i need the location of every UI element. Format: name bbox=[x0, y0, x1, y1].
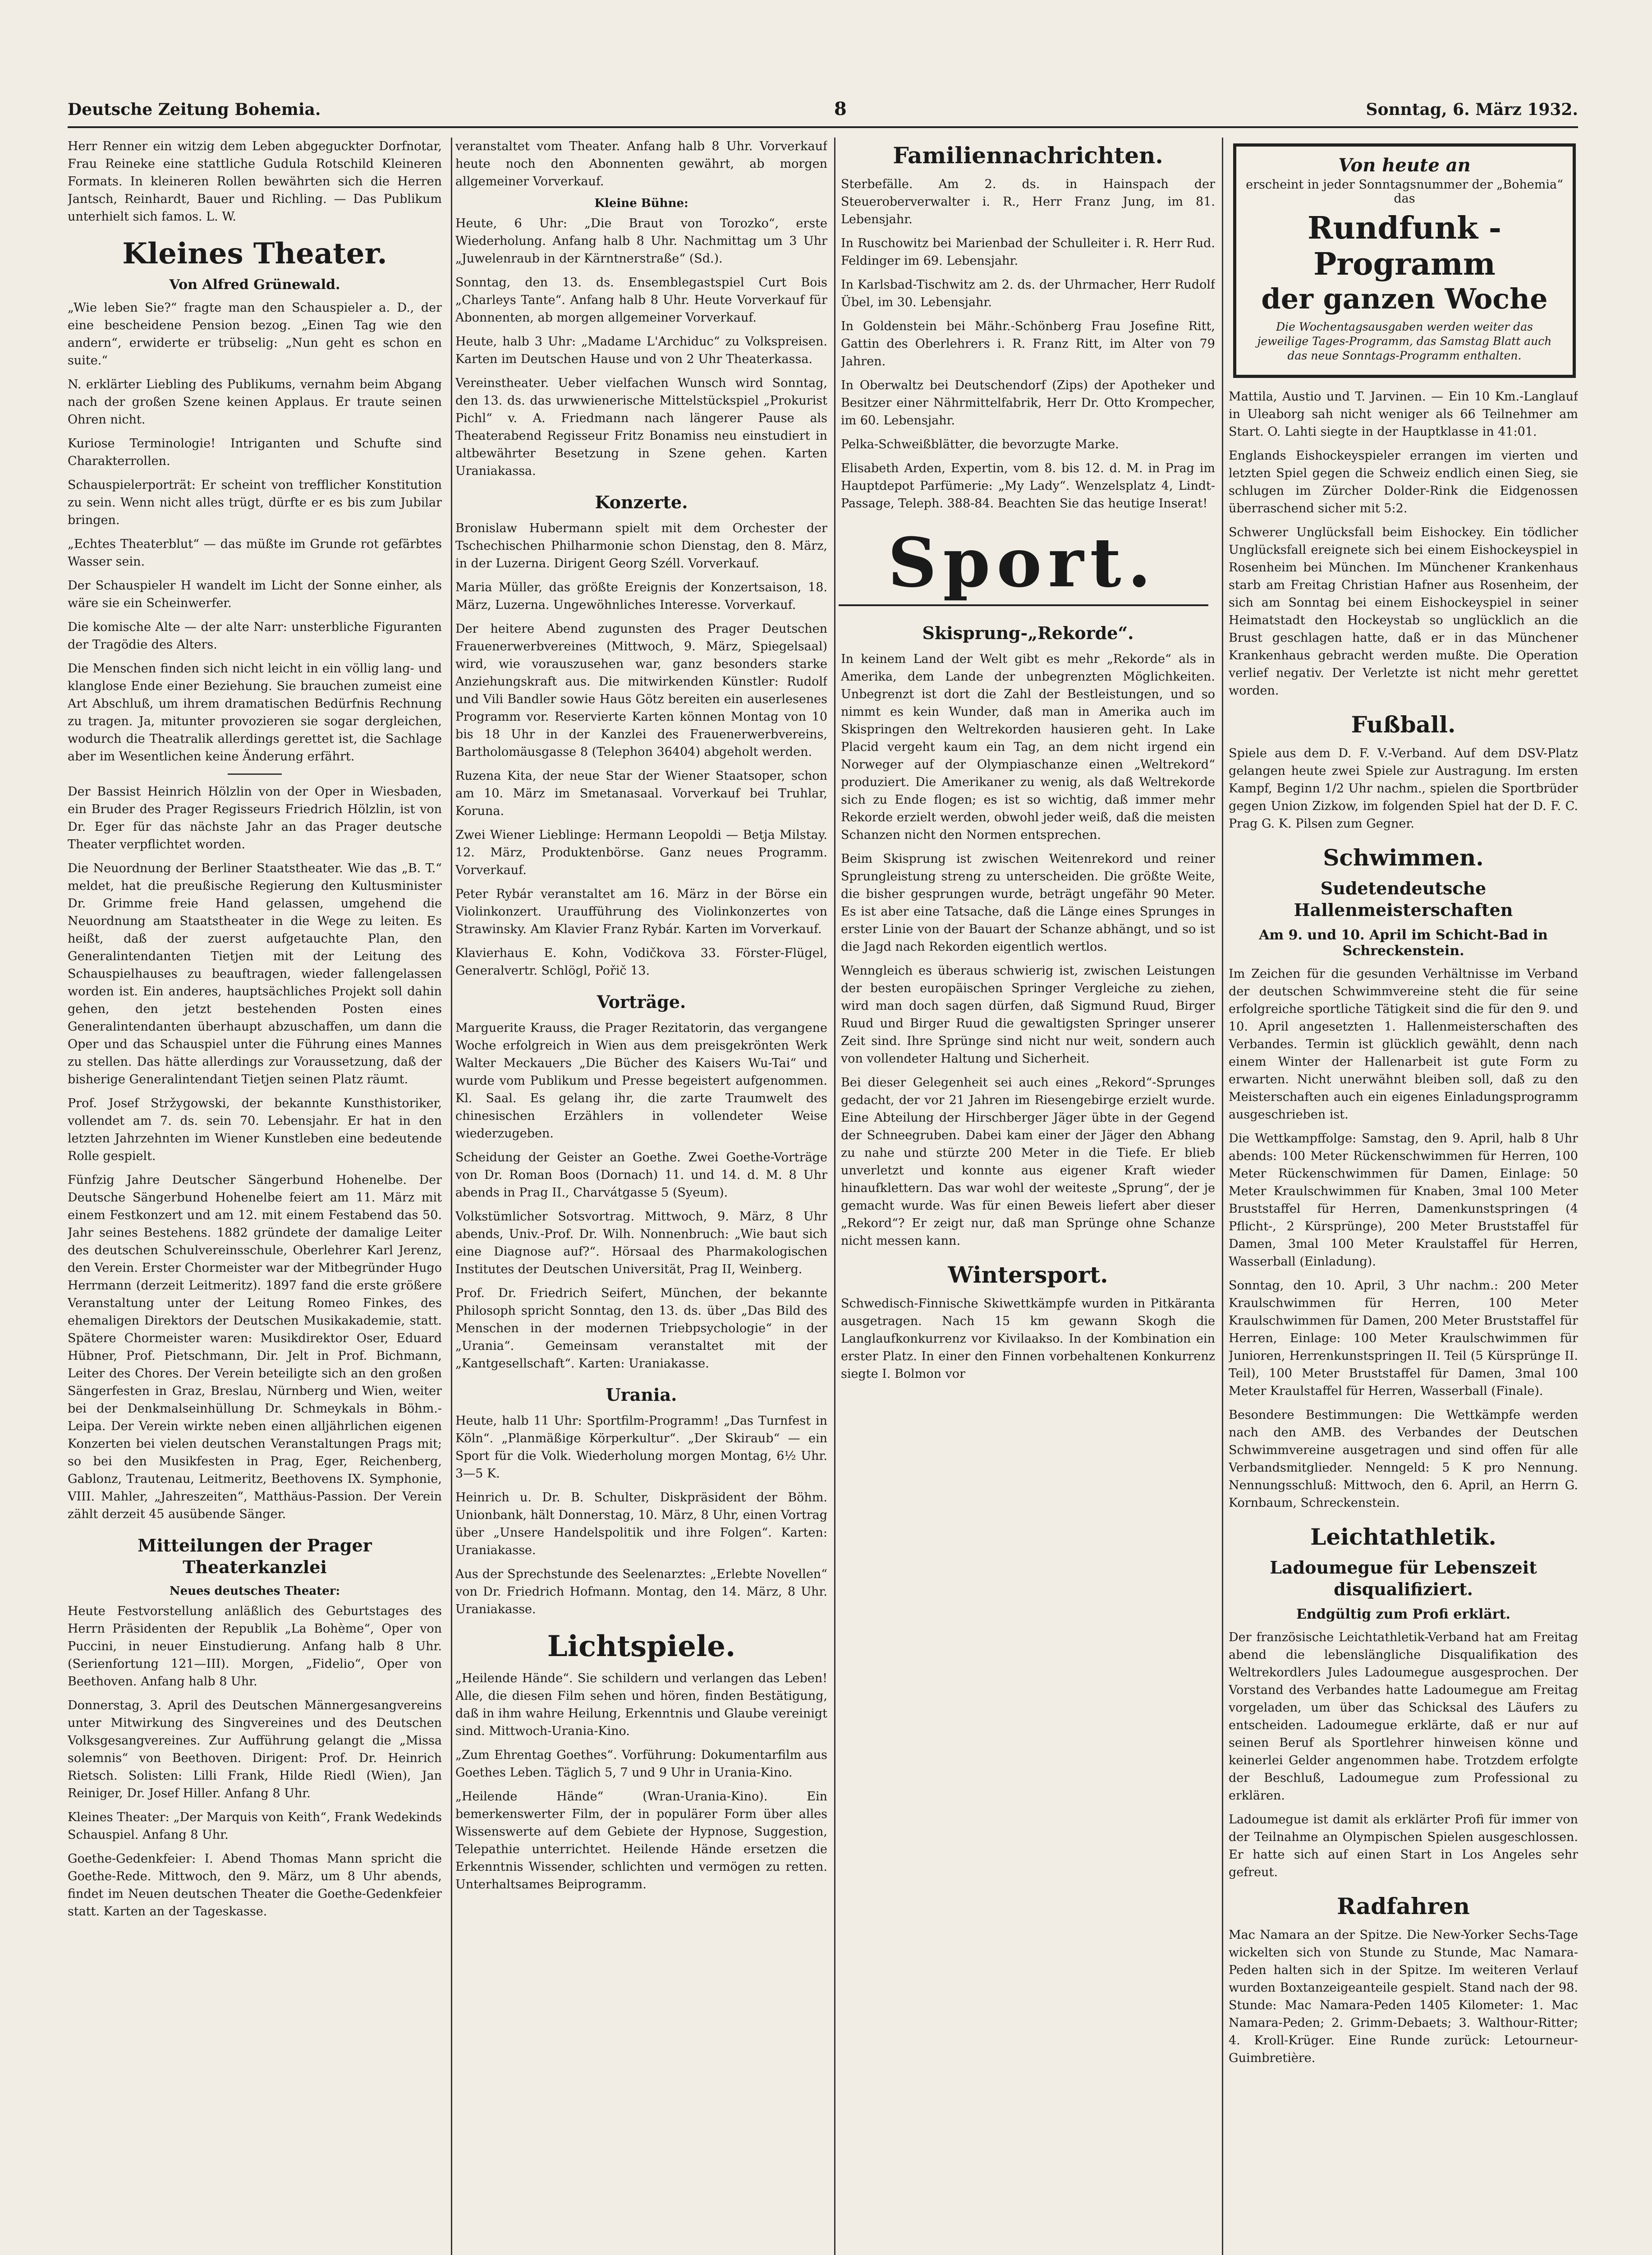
news-item: Heute, halb 3 Uhr: „Madame L'Archiduc“ zu Volkspreisen. Karten im Deutschen Hause und von 2 Uhr Theaterkassa. bbox=[455, 335, 827, 366]
news-item: Heute, 6 Uhr: „Die Braut von Torozko“, erste Wiederholung. Anfang halb 8 Uhr. Nachmittag um 3 Uhr „Juwelenraub in der Kärntnerstraße“ (Sd.). bbox=[455, 216, 827, 266]
paragraph: Im Zeichen für die gesunden Verhältnisse im Verband der deutschen Schwimmvereine steht die für seine erfolgreiche sportliche Tätigkeit sind die für den 9. und 10. April angesetzten 1. Hallenmeisterschaften des Verbandes. Termin ist glücklich gewählt, denn nach einem Winter der Hallenarbeit ist gute Form zu erwarten. Nicht unerwähnt bleiben soll, daß zu den Meisterschaften auch ein eigenes Einladungsprogramm ausgeschrieben ist. bbox=[1229, 967, 1578, 1122]
news-item: Sterbefälle. Am 2. ds. in Hainspach der Steueroberverwalter i. R., Herr Franz Jung, im 81. Lebensjahr. bbox=[841, 177, 1215, 226]
news-item: „Zum Ehrentag Goethes“. Vorführung: Dokumentarfilm aus Goethes Leben. Täglich 5, 7 und 9 Uhr in Urania-Kino. bbox=[455, 1748, 827, 1780]
news-item: In Oberwaltz bei Deutschendorf (Zips) der Apotheker und Besitzer einer Nährmittelfabrik, Herr Dr. Otto Krompecher, im 60. Lebensjahr. bbox=[841, 378, 1215, 428]
advert-line: erscheint in jeder Sonntagsnummer der „Bohemia“ das bbox=[1246, 178, 1563, 206]
news-item: In Ruschowitz bei Marienbad der Schulleiter i. R. Herr Rud. Feldinger im 69. Lebensjahr. bbox=[841, 236, 1215, 268]
paragraph: Ladoumegue ist damit als erklärter Profi für immer von der Teilnahme an Olympischen Spielen ausgeschlossen. Er hatte sich auf einen Start in Los Angeles sehr gefreut. bbox=[1229, 1813, 1578, 1879]
section-title: Wintersport. bbox=[948, 1261, 1108, 1288]
news-item: Kleines Theater: „Der Marquis von Keith“, Frank Wedekinds Schauspiel. Anfang 8 Uhr. bbox=[68, 1810, 442, 1842]
news-item: Heinrich u. Dr. B. Schulter, Diskpräsident der Böhm. Unionbank, hält Donnerstag, 10. März, 8 Uhr, einen Vortrag über „Unsere Handelspolitik und ihre Folgen“. Karten: Uraniakasse. bbox=[455, 1491, 827, 1557]
review-conclusion: Herr Renner ein witzig dem Leben abgeguckter Dorfnotar, Frau Reineke eine stattliche Gudula Rotschild Kleineren Formats. In kleineren Rollen bewährten sich die Herren Jantsch, Reinhardt, Bauer und Richling. — Das Publikum unterhielt sich famos. L. W. bbox=[68, 139, 442, 224]
news-item: Mattila, Austio und T. Jarvinen. — Ein 10 Km.-Langlauf in Uleaborg sah nicht weniger als 66 Teilnehmer am Start. O. Lahti siegte in der Hauptklasse in 41:01. bbox=[1229, 390, 1578, 439]
paragraph: Bei dieser Gelegenheit sei auch eines „Rekord“-Sprunges gedacht, der vor 21 Jahren im Riesengebirge erzielt wurde. Eine Abteilung der Hirschberger Jäger übte in der Gegend der Schneegruben. Dabei kam einer der Jäger den Abhang zu nahe und stürzte 200 Meter in die Tiefe. Er blieb unverletzt und konnte aus eigener Kraft wieder hinaufklettern. Das war wohl der weiteste „Sprung“, der je gemacht wurde. Was für einen Beweis liefert aber dieser „Rekord“? Er zeigt nur, daß man Sprünge ohne Schanze nicht messen kann. bbox=[841, 1076, 1215, 1248]
column-4 bbox=[1229, 388, 1578, 2255]
news-item: „Heilende Hände“. Sie schildern und verlangen das Leben! Alle, die diesen Film sehen und hören, finden Bestätigung, daß in ihm wahre Heilung, Erkenntnis und Glaube vereinigt sind. Mittwoch-Urania-Kino. bbox=[455, 1671, 827, 1738]
page-header bbox=[68, 95, 1578, 128]
news-item: Der heitere Abend zugunsten des Prager Deutschen Frauenerwerbvereines (Mittwoch, 9. März, Spiegelsaal) wird, wie vorauszusehen war, ganz besonders starke Anziehungskraft aus. Die mitwirkenden Künstler: Rudolf und Vili Bandler sowie Haus Götz bereiten ein auserlesenes Programm vor. Reservierte Karten können Montag von 10 bis 18 Uhr in der Kanzlei des Frauenerwerbvereins, Bartholomäusgasse 8 (Telephon 36404) abgeholt werden. bbox=[455, 622, 827, 759]
news-item: In Goldenstein bei Mähr.-Schönberg Frau Josefine Ritt, Gattin des Oberlehrers i. R. Franz Ritt, im Alter von 79 Jahren. bbox=[841, 319, 1215, 368]
advert-line: Von heute an bbox=[1338, 155, 1471, 176]
column-rule bbox=[834, 138, 835, 2255]
news-item: Maria Müller, das größte Ereignis der Konzertsaison, 18. März, Luzerna. Ungewöhnliches Interesse. Vorverkauf. bbox=[455, 580, 827, 612]
news-item: Englands Eishockeyspieler errangen im vierten und letzten Spiel gegen die Schweiz endlich einen Sieg, sie schlugen im Zürcher Dolder-Rink die Eidgenossen überraschend sicher mit 5:2. bbox=[1229, 449, 1578, 515]
news-item: Klavierhaus E. Kohn, Vodičkova 33. Förster-Flügel, Generalvertr. Schlögl, Pořič 13. bbox=[455, 946, 827, 978]
page-number: 8 bbox=[834, 98, 847, 120]
masthead-title: Deutsche Zeitung Bohemia. bbox=[68, 100, 321, 119]
radio-program-advert bbox=[1233, 143, 1576, 378]
paragraph: Beim Skisprung ist zwischen Weitenrekord und reiner Sprungleistung streng zu unterscheiden. Die größte Weite, die bisher gesprungen wurde, beträgt ungefähr 90 Meter. Es ist aber eine Tatsache, daß die Länge eines Sprunges in erster Linie von der Bauart der Schanze abhängt, und so ist die Jagd nach Rekorden eigentlich wertlos. bbox=[841, 852, 1215, 954]
separator bbox=[839, 604, 1208, 606]
sport-section-title: Sport. bbox=[888, 523, 1157, 603]
news-item: „Heilende Hände“ (Wran-Urania-Kino). Ein bemerkenswerter Film, der in populärer Form über alles Wissenswerte auf dem Gebiete der Hypnose, Suggestion, Telepathie unterrichtet. Heilende Hände ersetzen die Erkenntnis Wissender, schlichten und vermögen zu retten. Unterhaltsames Beiprogramm. bbox=[455, 1790, 827, 1891]
paragraph: Schauspielerporträt: Er scheint von trefflicher Konstitution zu sein. Wenn nicht alles trügt, dürfte er es bis zum Jubilar bringen. bbox=[68, 478, 442, 527]
section-title: Vorträge. bbox=[597, 992, 686, 1012]
column-rule bbox=[451, 138, 452, 2255]
column-1 bbox=[68, 138, 442, 2255]
section-title: Familiennachrichten. bbox=[893, 142, 1163, 169]
paragraph: Sonntag, den 10. April, 3 Uhr nachm.: 200 Meter Kraulschwimmen für Herren, 100 Meter Kraulschwimmen für Damen, 200 Meter Bruststaffel für Herren, Einlage: 100 Meter Kraulschwimmen für Junioren, Herrenkunstspringen II. Teil (5 Kürsprünge II. Teil), 100 Meter Bruststaffel für Damen, 3mal 100 Meter Kraulstaffel für Herren, Wasserball (Finale). bbox=[1229, 1279, 1578, 1398]
news-item: Donnerstag, 3. April des Deutschen Männergesangvereins unter Mitwirkung des Singvereines und des Deutschen Volksgesangvereines. Zur Aufführung gelangt die „Missa solemnis“ von Beethoven. Dirigent: Prof. Dr. Heinrich Rietsch. Solisten: Lilli Frank, Hilde Riedl (Wien), Jan Reiniger, Dr. Josef Hiller. Anfang 8 Uhr. bbox=[68, 1698, 442, 1800]
paragraph: Die komische Alte — der alte Narr: unsterbliche Figuranten der Tragödie des Alters. bbox=[68, 620, 442, 652]
section-title: Fußball. bbox=[1351, 711, 1456, 738]
paragraph: Der Schauspieler H wandelt im Licht der Sonne einher, als wäre sie ein Scheinwerfer. bbox=[68, 579, 442, 610]
section-title: Mitteilungen der Prager Theaterkanzlei bbox=[138, 1535, 372, 1577]
news-item: Zwei Wiener Lieblinge: Hermann Leopoldi — Betja Milstay. 12. März, Produktenbörse. Ganz neues Programm. Vorverkauf. bbox=[455, 828, 827, 877]
paragraph: In keinem Land der Welt gibt es mehr „Rekorde“ als in Amerika, dem Lande der unbegrenzten Möglichkeiten. Unbegrenzt ist dort die Zahl der Bestleistungen, und so nimmt es kein Wunder, daß man in Amerika auch im Skispringen den Weltrekorden hausieren geht. In Lake Placid vergeht kaum ein Tag, an dem nicht irgend ein Norweger auf der Olympiaschanze einen „Weltrekord“ produziert. Die Amerikaner zu wenig, als daß Weltrekorde sich zu Ende flogen; es ist so wichtig, daß immer mehr Rekorde erzielt werden, obwohl jeder weiß, daß die meisten Schanzen nicht den Normen entsprechen. bbox=[841, 652, 1215, 842]
article-subtitle: Am 9. und 10. April im Schicht-Bad in Schreckenstein. bbox=[1259, 927, 1548, 959]
paragraph: Mac Namara an der Spitze. Die New-Yorker Sechs-Tage wickelten sich von Stunde zu Stunde, Mac Namara-Peden halten sich in der Spitze. Im weiteren Verlauf wurden Boxtanzeigeanteile gespielt. Stand nach der 98. Stunde: Mac Namara-Peden 1405 Kilometer: 1. Mac Namara-Peden; 2. Grimm-Debaets; 3. Walthour-Ritter; 4. Kroll-Krüger. Eine Runde zurück: Letourneur-Guimbretière. bbox=[1229, 1928, 1578, 2065]
news-item: Heute, halb 11 Uhr: Sportfilm-Programm! „Das Turnfest in Köln“. „Planmäßige Körperkultur“. „Der Skiraub“ — ein Sport für die Volk. Wiederholung morgen Montag, 6½ Uhr. 3—5 K. bbox=[455, 1414, 827, 1481]
advert: Elisabeth Arden, Expertin, vom 8. bis 12. d. M. in Prag im Hauptdepot Parfümerie: „My Lady“. Wenzelsplatz 4, Lindt-Passage, Teleph. 388-84. Beachten Sie das heutige Inserat! bbox=[841, 461, 1215, 511]
paragraph: Der französische Leichtathletik-Verband hat am Freitag abend die lebenslängliche Disqualifikation des Weltrekordlers Jules Ladoumegue ausgesprochen. Der Vorstand des Verbandes hatte Ladoumegue am Freitag vorgeladen, um über das Schicksal des Läufers zu entscheiden. Ladoumegue erklärte, daß er nur auf seinen Beruf als Sportlehrer hinweisen könne und keinerlei Gelder angenommen habe. Trotzdem erfolgte der Beschluß, Ladoumegue zum Professional zu erklären. bbox=[1229, 1630, 1578, 1803]
paragraph: „Echtes Theaterblut“ — das müßte im Grunde rot gefärbtes Wasser sein. bbox=[68, 537, 442, 569]
article-byline: Von Alfred Grünewald. bbox=[169, 277, 340, 293]
news-item: Peter Rybár veranstaltet am 16. März in der Börse ein Violinkonzert. Uraufführung des Violinkonzertes von Strawinsky. Am Klavier Franz Rybár. Karten im Vorverkauf. bbox=[455, 887, 827, 936]
separator bbox=[228, 773, 282, 775]
paragraph: Wenngleich es überaus schwierig ist, zwischen Leistungen der besten europäischen Springer Vergleiche zu ziehen, wird man doch sagen dürfen, daß Sigmund Ruud, Birger Ruud und Birger Ruud die gewaltigsten Springer unserer Zeit sind. Ihre Sprünge sind nicht nur weit, sondern auch von vollendeter Haltung und Sicherheit. bbox=[841, 964, 1215, 1066]
section-subtitle: Kleine Bühne: bbox=[594, 197, 688, 210]
paragraph: N. erklärter Liebling des Publikums, vernahm beim Abgang nach der großen Szene keinen Applaus. Er traute seinen Ohren nicht. bbox=[68, 377, 442, 427]
paragraph: Die Menschen finden sich nicht leicht in ein völlig lang- und klanglose Ende einer Beziehung. Sie brauchen zumeist eine Art Abschluß, um ihrem dramatischen Bedürfnis Rechnung zu tragen. Ja, mitunter provozieren sie sogar dergleichen, wodurch die Theatralik allerdings gerettet ist, die Sachlage aber im Wesentlichen keine Änderung erfährt. bbox=[68, 662, 442, 764]
news-item: Prof. Josef Stržygowski, der bekannte Kunsthistoriker, vollendet am 7. ds. sein 70. Lebensjahr. Er hat in den letzten Jahrzehnten im Wiener Kunstleben eine bedeutende Rolle gespielt. bbox=[68, 1096, 442, 1163]
news-item: Schwerer Unglücksfall beim Eishockey. Ein tödlicher Unglücksfall ereignete sich bei einem Eishockeyspiel in Rosenheim bei München. Im Münchener Krankenhaus starb am Freitag Christian Hafner aus Rosenheim, der sich am Sonntag bei einem Eishockeyspiel in seiner Heimatstadt den Hockeystab so unglücklich an die Brust geschlagen hatte, daß er in das Münchener Krankenhaus gebracht werden mußte. Die Operation verlief negativ. Der Verletzte ist nicht mehr gerettet worden. bbox=[1229, 525, 1578, 698]
news-item: Scheidung der Geister an Goethe. Zwei Goethe-Vorträge von Dr. Roman Boos (Dornach) 11. und 14. d. M. 8 Uhr abends in Prag II., Charvátgasse 5 (Syeum). bbox=[455, 1151, 827, 1200]
paragraph: Besondere Bestimmungen: Die Wettkämpfe werden nach den AMB. des Verbandes der Deutschen Schwimmvereine ausgetragen und sind offen für alle Verbandsmitglieder. Nenngeld: 5 K pro Nennung. Nennungsschluß: Mittwoch, den 6. April, an Herrn G. Kornbaum, Schreckenstein. bbox=[1229, 1408, 1578, 1510]
advert: Pelka-Schweißblätter, die bevorzugte Marke. bbox=[841, 437, 1119, 451]
news-item: Bronislaw Hubermann spielt mit dem Orchester der Tschechischen Philharmonie schon Dienstag, den 8. März, in der Luzerna. Dirigent Georg Széll. Vorverkauf. bbox=[455, 521, 827, 571]
news-item: Fünfzig Jahre Deutscher Sängerbund Hohenelbe. Der Deutsche Sängerbund Hohenelbe feiert am 11. März mit einem Festkonzert und am 12. mit einem Festabend das 50. Jahr seines Bestehens. 1882 gründete der damalige Leiter des deutschen Schulvereinsschule, Oberlehrer Karl Jerenz, den Verein. Erster Chormeister war der Mitbegründer Hugo Herrmann (derzeit Leitmeritz). 1897 fand die erste größere Veranstaltung unter der Leitung Romeo Finkes, des ehemaligen Direktors der Deutschen Musikakademie, statt. Spätere Chormeister waren: Musikdirektor Oser, Eduard Hübner, Prof. Pietschmann, Dir. Jelt in Prof. Bichmann, Leiter des Chores. Der Verein beteiligte sich an den großen Sängerfesten in Graz, Breslau, Nürnberg und Wien, weiter bei der Denkmalseinhüllung Dr. Schmeykals in Böhm.-Leipa. Der Verein wirkte neben einen alljährlichen eigenen Konzerten bei vielen deutschen Veranstaltungen Prags mit; so bei den Musikfesten in Prag, Eger, Reichenberg, Gablonz, Trautenau, Leitmeritz, Beethovens IX. Symphonie, VIII. Mahler, „Jahreszeiten“, Matthäus-Passion. Der Verein zählt derzeit 45 ausübende Sänger. bbox=[68, 1173, 442, 1521]
news-item: In Karlsbad-Tischwitz am 2. ds. der Uhrmacher, Herr Rudolf Übel, im 30. Lebensjahr. bbox=[841, 278, 1215, 309]
news-item: Ruzena Kita, der neue Star der Wiener Staatsoper, schon am 10. März im Smetanasaal. Vorverkauf bei Truhlar, Koruna. bbox=[455, 769, 827, 818]
news-item: Aus der Sprechstunde des Seelenarztes: „Erlebte Novellen“ von Dr. Friedrich Hofmann. Montag, den 14. März, 8 Uhr. Uraniakasse. bbox=[455, 1567, 827, 1616]
advert-headline: der ganzen Woche bbox=[1261, 282, 1548, 315]
article-title: Kleines Theater. bbox=[122, 237, 387, 271]
news-item: Heute Festvorstellung anläßlich des Geburtstages des Herrn Präsidenten der Republik „La Bohème“, Oper von Puccini, in neuer Einstudierung. Anfang halb 8 Uhr. (Serienfortung 121—III). Morgen, „Fidelio“, Oper von Beethoven. Anfang halb 8 Uhr. bbox=[68, 1604, 442, 1689]
news-item: Vereinstheater. Ueber vielfachen Wunsch wird Sonntag, den 13. ds. das urwwienerische Mittelstückspiel „Prokurist Pichl“ v. A. Friedmann nach längerer Pause als Theaterabend Regisseur Fritz Bonamiss neu einstudiert in altbewährter Besetzung in Szene gehen. Karten Uraniakassa. bbox=[455, 376, 827, 478]
paragraph: „Wie leben Sie?“ fragte man den Schauspieler a. D., der eine bescheidene Pension bezog. „Einen Tag wie den andern“, erwiderte er trübselig: „Nun geht es schon en suite.“ bbox=[68, 301, 442, 368]
news-item: Spiele aus dem D. F. V.-Verband. Auf dem DSV-Platz gelangen heute zwei Spiele zur Austragung. Im ersten Kampf, Beginn 1/2 Uhr nachm., spielen die Sportbrüder gegen Union Zizkow, im folgenden Spiel hat der D. F. C. Prag G. K. Pilsen zum Gegner. bbox=[1229, 746, 1578, 831]
section-subtitle: Neues deutsches Theater: bbox=[169, 1584, 340, 1598]
article-title: Sudetendeutsche Hallenmeisterschaften bbox=[1294, 878, 1513, 920]
article-title: Ladoumegue für Lebenszeit disqualifiziert. bbox=[1270, 1557, 1537, 1599]
issue-date: Sonntag, 6. März 1932. bbox=[1366, 100, 1578, 119]
news-item: Volkstümlicher Sotsvortrag. Mittwoch, 9. März, 8 Uhr abends, Univ.-Prof. Dr. Wilh. Nonnenbruch: „Wie baut sich eine Diagnose auf?“. Hörsaal des Pharmakologischen Institutes der Deutschen Universität, Prag II, Weinberg. bbox=[455, 1210, 827, 1276]
column-3-top bbox=[841, 138, 1215, 521]
article-title: Skisprung-„Rekorde“. bbox=[922, 623, 1134, 643]
news-item: Sonntag, den 13. ds. Ensemblegastspiel Curt Bois „Charleys Tante“. Anfang halb 8 Uhr. Heute Vorverkauf für Abonnenten, ab morgen allgemeiner Vorverkauf. bbox=[455, 276, 827, 325]
section-title: Urania. bbox=[606, 1385, 677, 1405]
news-item: Goethe-Gedenkfeier: I. Abend Thomas Mann spricht die Goethe-Rede. Mittwoch, den 9. März, um 8 Uhr abends, findet im Neuen deutschen Theater die Goethe-Gedenkfeier statt. Karten an der Tageskasse. bbox=[68, 1852, 442, 1919]
column-2 bbox=[455, 138, 827, 2255]
column-3-bottom bbox=[841, 618, 1215, 2255]
section-title: Schwimmen. bbox=[1323, 844, 1484, 871]
news-item: Der Bassist Heinrich Hölzlin von der Oper in Wiesbaden, ein Bruder des Prager Regisseurs Friedrich Hölzlin, ist von Dr. Eger für das nächste Jahr an das Prager deutsche Theater verpflichtet worden. bbox=[68, 785, 442, 851]
paragraph: Schwedisch-Finnische Skiwettkämpfe wurden in Pitkäranta ausgetragen. Nach 15 km gewann Skogh die Langlaufkonkurrenz vor Kivilaakso. In der Kombination ein erster Platz. In einer den Finnen vorbehaltenen Konkurrenz siegte I. Bolmon vor bbox=[841, 1297, 1215, 1381]
section-title: Leichtathletik. bbox=[1310, 1523, 1496, 1550]
paragraph: Die Wettkampffolge: Samstag, den 9. April, halb 8 Uhr abends: 100 Meter Rückenschwimmen für Herren, 100 Meter Rückenschwimmen für Damen, Einlage: 50 Meter Kraulschwimmen für Knaben, 3mal 100 Meter Bruststaffel für Herren, Damenkunstspringen (4 Pflicht-, 2 Kürsprünge), 200 Meter Bruststaffel für Damen, 3mal 100 Meter Kraulstaffel für Herren, Wasserball (Einladung). bbox=[1229, 1132, 1578, 1269]
news-item: Prof. Dr. Friedrich Seifert, München, der bekannte Philosoph spricht Sonntag, den 13. ds. über „Das Bild des Menschen in der modernen Triebpsychologie“ in der „Urania“. Gemeinsam veranstaltet mit der „Kantgesellschaft“. Karten: Uraniakasse. bbox=[455, 1286, 827, 1371]
news-item: Die Neuordnung der Berliner Staatstheater. Wie das „B. T.“ meldet, hat die preußische Regierung den Kultusminister Dr. Grimme freie Hand gelassen, umgehend die Neuordnung am Staatstheater in die Wege zu leiten. Es heißt, daß der zuerst aufgetauchte Plan, den Generalintendanten Tietjen mit der Leitung des Schauspielhauses zu beauftragen, wieder fallengelassen worden ist. Ein anderes, hauptsächliches Projekt soll dahin gehen, den jetzt bestehenden Posten eines Generalintendanten überhaupt abzuschaffen, um dann die Oper und das Schauspiel unter die Führung eines Mannes zu stellen. Das hätte allerdings zur Voraussetzung, daß der bisherige Generalintendant Tietjen seinen Platz räumt. bbox=[68, 861, 442, 1086]
advert-footnote: Die Wochentagsausgaben werden weiter das jeweilige Tages-Programm, das Samstag Blatt auch das neue Sonntags-Programm enthalten. bbox=[1257, 320, 1552, 362]
paragraph: Kuriose Terminologie! Intriganten und Schufte sind Charakterrollen. bbox=[68, 437, 442, 468]
section-title: Radfahren bbox=[1337, 1893, 1470, 1919]
column-rule bbox=[1222, 138, 1223, 2255]
news-item: Marguerite Krauss, die Prager Rezitatorin, das vergangene Woche erfolgreich in Wien aus dem preisgekrönten Werk Walter Meckauers „Die Bücher des Kaisers Wu-Tai“ und wurde vom Publikum und Presse begeistert aufgenommen. Kl. Saal. Es gelang ihr, die zarte Traumwelt des chinesischen Erzählers in vollendeter Weise wiederzugeben. bbox=[455, 1021, 827, 1141]
section-title: Konzerte. bbox=[595, 492, 688, 512]
section-title: Lichtspiele. bbox=[547, 1629, 736, 1663]
advert-headline: Rundfunk - Programm bbox=[1307, 210, 1502, 282]
news-item: veranstaltet vom Theater. Anfang halb 8 Uhr. Vorverkauf heute noch den Abonnenten gewährt, ab morgen allgemeiner Vorverkauf. bbox=[455, 139, 827, 189]
article-subtitle: Endgültig zum Profi erklärt. bbox=[1296, 1606, 1510, 1622]
